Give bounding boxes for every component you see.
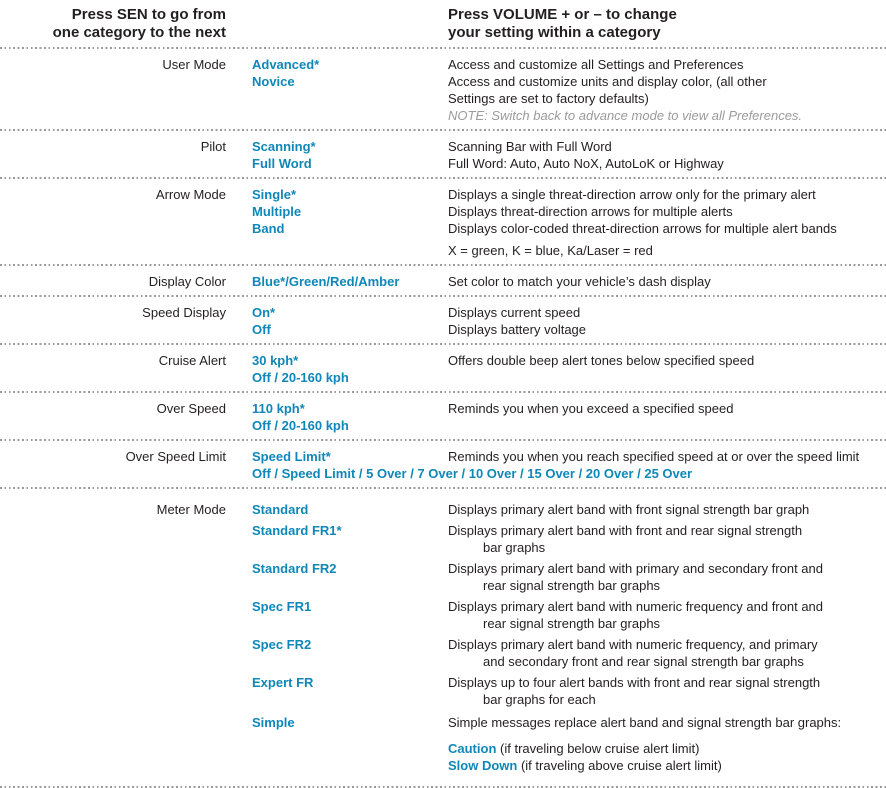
description-line: Set color to match your vehicle’s dash display: [448, 274, 711, 289]
option-label: Expert FR: [252, 675, 314, 690]
note-line: NOTE: Switch back to advance mode to view all Preferences.: [448, 108, 803, 123]
header-sen: [0, 6, 226, 42]
category-label: Speed Display: [142, 305, 226, 320]
category-label: Arrow Mode: [155, 187, 226, 202]
option-label: Single*: [252, 187, 297, 202]
option-label: Off: [252, 322, 271, 337]
description-line: and secondary front and rear signal strength bar graphs: [483, 654, 804, 669]
description-line: Scanning Bar with Full Word: [448, 139, 612, 154]
meter-mode-list: [226, 501, 886, 778]
row-arrow-mode: [0, 179, 886, 264]
options-cell: [226, 352, 448, 386]
description-line: [448, 740, 886, 757]
description-line: Displays up to four alert bands with front and rear signal strength: [448, 675, 821, 690]
option-label: Blue*/Green/Red/Amber: [252, 274, 400, 289]
meter-item-spec-fr2: [252, 636, 886, 670]
description-line: X = green, K = blue, Ka/Laser = red: [448, 243, 653, 258]
description-cell: [448, 186, 886, 259]
category-label: Pilot: [200, 139, 226, 154]
option-label: Multiple: [252, 204, 302, 219]
description-line: [448, 757, 886, 774]
option-label: Advanced*: [252, 57, 320, 72]
slow-down-label: Slow Down: [448, 758, 518, 773]
description-line: Displays battery voltage: [448, 322, 587, 337]
description-line: Reminds you when you reach specified speed at or over the speed limit: [448, 449, 860, 464]
description-cell: [448, 273, 886, 290]
description-line: rear signal strength bar graphs: [483, 616, 661, 631]
simple-messages: [448, 740, 886, 774]
description-cell: [448, 138, 886, 172]
option-label: 110 kph*: [252, 401, 305, 416]
description-cell: [448, 501, 886, 518]
row-user-mode: [0, 49, 886, 129]
meter-item-simple: [252, 714, 886, 774]
category-label: Cruise Alert: [158, 353, 226, 368]
description-line: bar graphs: [483, 540, 546, 555]
row-pilot: [0, 131, 886, 177]
description-cell: [448, 674, 886, 708]
description-cell: [448, 522, 886, 556]
description-cell: [448, 636, 886, 670]
description-line: Displays primary alert band with primary and secondary front and: [448, 561, 824, 576]
option-label: Speed Limit*: [252, 449, 331, 464]
row-over-speed-limit: [0, 441, 886, 487]
header-volume: [448, 6, 886, 42]
options-cell: [226, 186, 448, 259]
header-sen-line1: Press SEN to go from: [71, 6, 226, 23]
header-volume-line1: Press VOLUME + or – to change: [448, 6, 677, 23]
header-volume-line2: your setting within a category: [448, 24, 661, 41]
category-label: Over Speed: [156, 401, 226, 416]
description-line: Simple messages replace alert band and signal strength bar graphs:: [448, 715, 842, 730]
option-label-wide: Off / Speed Limit / 5 Over / 7 Over / 10 Over / 15 Over / 20 Over / 25 Over: [252, 466, 693, 481]
option-label: Scanning*: [252, 139, 316, 154]
category-label: User Mode: [162, 57, 226, 72]
meter-item-expert-fr: [252, 674, 886, 708]
description-cell: [448, 352, 886, 386]
description-cell: [448, 400, 886, 434]
options-cell: [226, 400, 448, 434]
row-cruise-alert: [0, 345, 886, 391]
description-line: Reminds you when you exceed a specified speed: [448, 401, 734, 416]
options-cell: [226, 138, 448, 172]
options-cell: [226, 56, 448, 124]
description-line: Displays current speed: [448, 305, 581, 320]
slow-down-text: (if traveling above cruise alert limit): [520, 758, 722, 773]
description-line: Displays primary alert band with front signal strength bar graph: [448, 502, 810, 517]
option-label: Band: [252, 221, 285, 236]
description-line: Displays threat-direction arrows for multiple alerts: [448, 204, 733, 219]
row-over-speed: [0, 393, 886, 439]
description-cell: [448, 304, 886, 338]
option-label: Standard: [252, 502, 309, 517]
description-line: Full Word: Auto, Auto NoX, AutoLoK or Highway: [448, 156, 724, 171]
option-label: Standard FR2: [252, 561, 337, 576]
description-line: Access and customize units and display color, (all other: [448, 74, 767, 89]
meter-item-standard-fr1: [252, 522, 886, 556]
header-sen-line2: one category to the next: [52, 24, 226, 41]
option-label: Full Word: [252, 156, 312, 171]
description-line: Displays color-coded threat-direction arrows for multiple alert bands: [448, 221, 837, 236]
options-cell: [226, 273, 448, 290]
description-line: Access and customize all Settings and Preferences: [448, 57, 744, 72]
caution-text: (if traveling below cruise alert limit): [500, 741, 700, 756]
meter-item-standard-fr2: [252, 560, 886, 594]
category-label: Over Speed Limit: [125, 449, 226, 464]
description-cell: [448, 598, 886, 632]
option-label: Spec FR1: [252, 599, 312, 614]
category-label: Meter Mode: [156, 502, 226, 517]
table-header: [0, 4, 886, 47]
option-label: On*: [252, 305, 276, 320]
description-line: Settings are set to factory defaults): [448, 91, 649, 106]
meter-item-standard: [252, 501, 886, 518]
row-display-color: [0, 266, 886, 295]
option-label: Spec FR2: [252, 637, 312, 652]
header-spacer: [226, 6, 448, 42]
option-label: 30 kph*: [252, 353, 299, 368]
category-label: Display Color: [148, 274, 226, 289]
option-label: Simple: [252, 715, 295, 730]
description-line: Displays primary alert band with numeric frequency, and primary: [448, 637, 818, 652]
option-desc-line: [252, 448, 886, 465]
option-label: Off / 20-160 kph: [252, 370, 349, 385]
description-line: Displays primary alert band with numeric frequency and front and: [448, 599, 824, 614]
option-label: Off / 20-160 kph: [252, 418, 349, 433]
option-label: Novice: [252, 74, 295, 89]
option-label: Standard FR1*: [252, 523, 342, 538]
row-meter-mode: [0, 489, 886, 786]
description-line: Offers double beep alert tones below specified speed: [448, 353, 755, 368]
options-cell: [226, 304, 448, 338]
description-line: rear signal strength bar graphs: [483, 578, 661, 593]
description-line: Displays a single threat-direction arrow only for the primary alert: [448, 187, 816, 202]
description-line: Displays primary alert band with front and rear signal strength: [448, 523, 803, 538]
caution-label: Caution: [448, 741, 497, 756]
row-speed-display: [0, 297, 886, 343]
description-cell: [448, 714, 886, 774]
options-desc-cell: [226, 448, 886, 482]
description-cell: [448, 56, 886, 124]
description-line: bar graphs for each: [483, 692, 596, 707]
description-cell: [448, 560, 886, 594]
meter-item-spec-fr1: [252, 598, 886, 632]
